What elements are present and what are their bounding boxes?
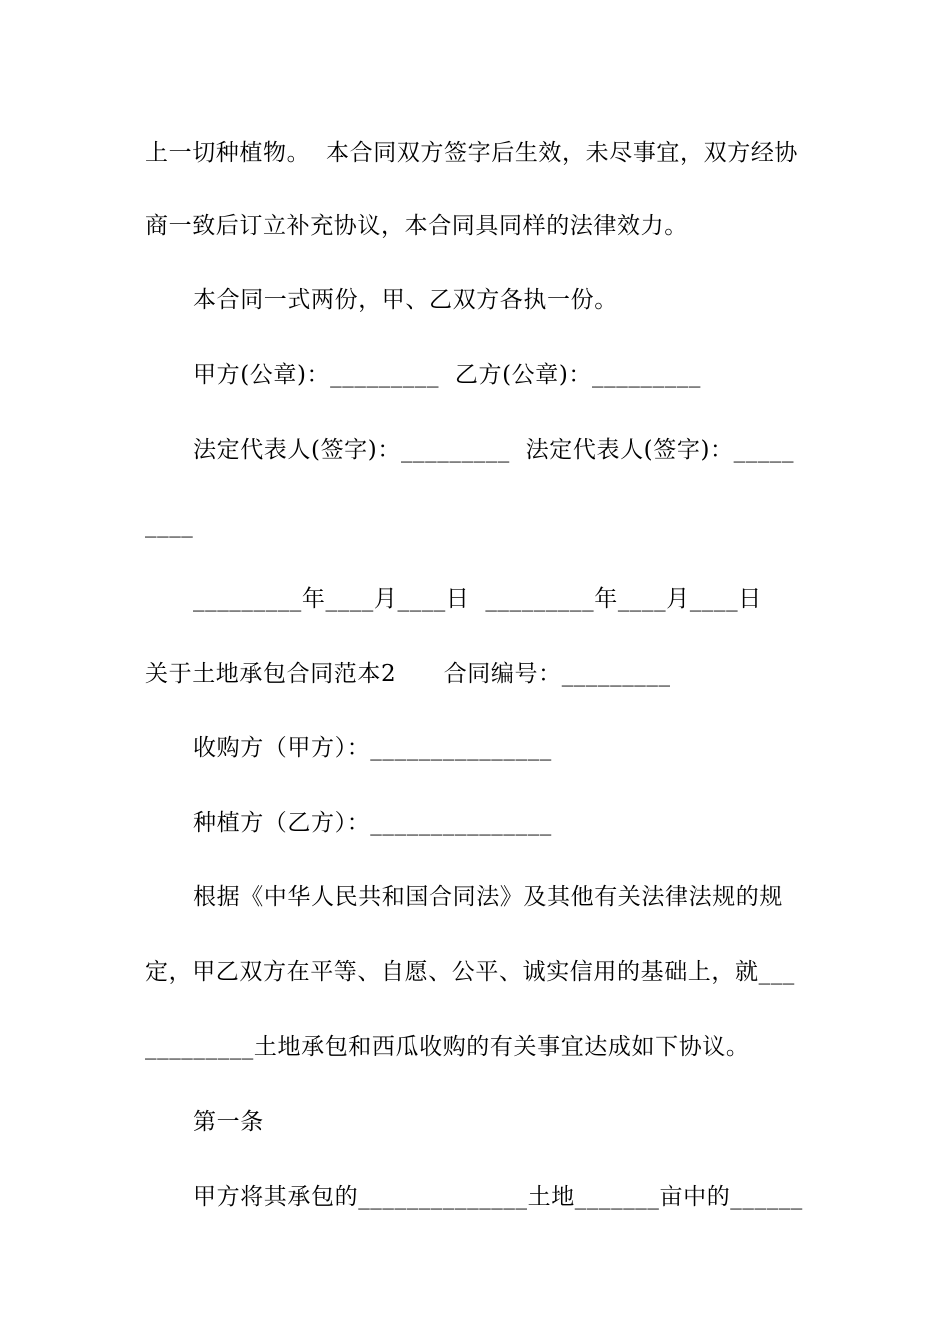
paragraph-line: 上一切种植物。 本合同双方签字后生效，未尽事宜，双方经协	[145, 140, 799, 166]
signature-line: 法定代表人(签字)：_________ 法定代表人(签字)：_____	[193, 437, 795, 463]
date-line: _________年____月____日 _________年____月____日	[193, 586, 762, 612]
article-text-line: 甲方将其承包的______________土地_______亩中的______	[193, 1184, 803, 1210]
signature-line-continued: ____	[145, 512, 194, 538]
preamble-line: 根据《中华人民共和国合同法》及其他有关法律法规的规	[193, 884, 783, 910]
preamble-line: _________土地承包和西瓜收购的有关事宜达成如下协议。	[145, 1034, 750, 1060]
contract-title-line: 关于土地承包合同范本2 合同编号：_________	[145, 661, 671, 687]
buyer-line: 收购方（甲方）：_______________	[193, 735, 552, 761]
grower-line: 种植方（乙方）：_______________	[193, 810, 552, 836]
copies-clause: 本合同一式两份，甲、乙双方各执一份。	[193, 287, 618, 313]
seal-line: 甲方(公章)：_________ 乙方(公章)：_________	[193, 362, 701, 388]
article-heading: 第一条	[193, 1109, 264, 1135]
preamble-line: 定，甲乙双方在平等、自愿、公平、诚实信用的基础上，就___	[145, 959, 795, 985]
paragraph-line: 商一致后订立补充协议，本合同具同样的法律效力。	[145, 213, 688, 239]
